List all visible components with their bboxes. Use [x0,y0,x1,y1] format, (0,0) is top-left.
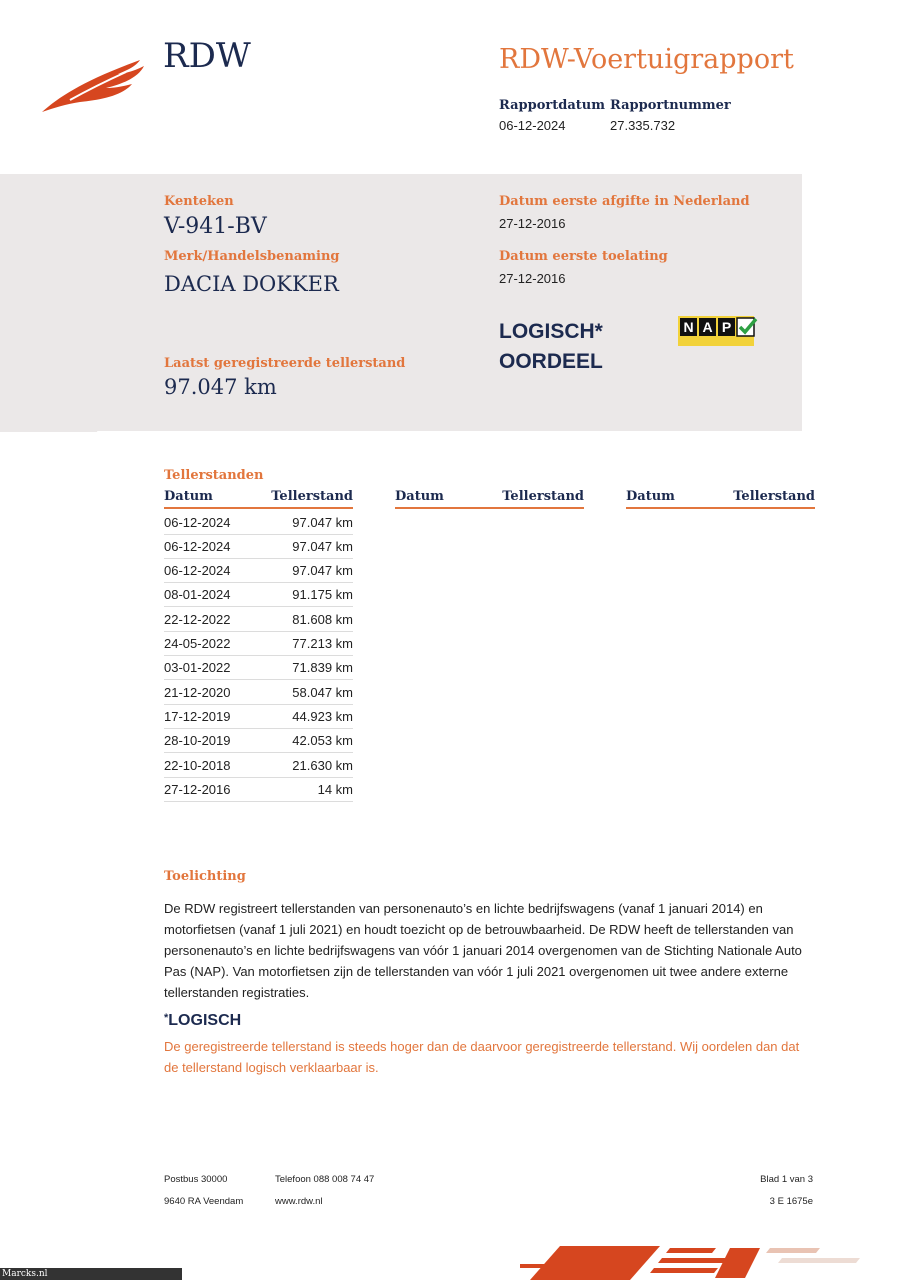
source-label: Marcks.nl [2,1269,48,1279]
row-value: 58.047 km [292,685,353,700]
row-value: 81.608 km [292,612,353,627]
plate-label: Kenteken [164,194,234,209]
logisch-body: De geregistreerde tellerstand is steeds hoger dan de daarvoor geregistreerde tellerstand. Wij oordelen dan dat de tellerstand logisch verklaarbaar is. [164,1039,800,1075]
row-date: 17-12-2019 [164,709,231,724]
row-date: 03-01-2022 [164,660,231,675]
nap-letter-a: A [699,318,716,336]
col-value: Tellerstand [502,489,584,504]
logisch-heading [164,1012,241,1030]
footer-page: Blad 1 van 3 [760,1174,813,1185]
row-date: 06-12-2024 [164,539,231,554]
row-value: 97.047 km [292,515,353,530]
report-title: RDW-Voertuigrapport [499,44,794,75]
col-value: Tellerstand [733,489,815,504]
row-date: 06-12-2024 [164,563,231,578]
source-tag [0,1268,182,1280]
first-admission-label: Datum eerste toelating [499,249,668,264]
table-row [164,655,353,680]
row-date: 08-01-2024 [164,587,231,602]
odometer-table-header-1 [164,489,353,509]
explanation-body: De RDW registreert tellerstanden van personenauto’s en lichte bedrijfswagens (vanaf 1 januari 2014) en motorfietsen (vanaf 1 juli 2021) en houdt toezicht op de betrouwbaarheid. De RDW heeft de tellerstanden van personenauto’s en lichte bedrijfswagens van vóór 1 januari 2014 overgenomen van de Stichting Nationale Auto Pas (NAP). Van motorfietsen zijn de tellerstanden van vóór 1 juli 2021 overgenomen uit twee andere externe tellerstanden registraties. [164,901,802,1000]
row-date: 21-12-2020 [164,685,231,700]
row-value: 97.047 km [292,563,353,578]
col-value: Tellerstand [271,489,353,504]
odometer-table-header-3 [626,489,815,509]
nap-letter-n: N [680,318,697,336]
footer-po-box: Postbus 30000 [164,1174,228,1185]
footer-city: 9640 RA Veendam [164,1196,244,1207]
table-row [164,631,353,656]
row-date: 22-12-2022 [164,612,231,627]
row-date: 28-10-2019 [164,733,231,748]
report-date-label: Rapportdatum [499,98,605,113]
report-number: 27.335.732 [610,118,676,133]
plate-value: V-941-BV [164,214,267,239]
table-row [164,728,353,753]
verdict-line1: LOGISCH* [499,320,603,343]
footer-website[interactable]: www.rdw.nl [275,1196,323,1207]
table-row [164,558,353,583]
row-value: 77.213 km [292,636,353,651]
table-row [164,607,353,632]
first-issue-nl-value: 27-12-2016 [499,216,566,231]
row-value: 91.175 km [292,587,353,602]
brand-value: DACIA DOKKER [164,272,339,296]
vehicle-summary-panel [0,174,802,431]
table-row [164,582,353,607]
table-row [164,680,353,705]
table-row [164,753,353,778]
table-row [164,510,353,535]
row-value: 42.053 km [292,733,353,748]
brand-label: Merk/Handelsbenaming [164,249,340,264]
odometer-table-header-2 [395,489,584,509]
panel-notch [0,412,110,432]
footer-phone: Telefoon 088 008 74 47 [275,1174,375,1185]
table-row [164,534,353,559]
first-issue-nl-label: Datum eerste afgifte in Nederland [499,194,750,209]
logisch-mark: * [164,1012,169,1024]
last-odometer-value: 97.047 km [164,375,277,399]
footer-code: 3 E 1675e [769,1196,813,1207]
logo-text: RDW [163,36,251,76]
verdict-line2: OORDEEL [499,350,603,373]
row-value: 21.630 km [292,758,353,773]
row-date: 06-12-2024 [164,515,231,530]
nap-check-icon [736,316,758,338]
row-value: 44.923 km [292,709,353,724]
odometer-section-title: Tellerstanden [164,468,264,483]
row-value: 97.047 km [292,539,353,554]
row-date: 24-05-2022 [164,636,231,651]
logisch-title: LOGISCH [168,1012,242,1029]
nap-logo [678,316,760,346]
table-row [164,777,353,802]
row-value: 71.839 km [292,660,353,675]
explanation-title: Toelichting [164,869,246,884]
table-row [164,704,353,729]
rdw-logo-icon [40,56,146,114]
row-date: 22-10-2018 [164,758,231,773]
col-date: Datum [164,489,213,504]
rdw-stripes-icon [520,1244,904,1280]
row-date: 27-12-2016 [164,782,231,797]
col-date: Datum [395,489,444,504]
report-date: 06-12-2024 [499,118,566,133]
report-number-label: Rapportnummer [610,98,731,113]
nap-letter-p: P [718,318,735,336]
last-odometer-label: Laatst geregistreerde tellerstand [164,356,406,371]
first-admission-value: 27-12-2016 [499,271,566,286]
row-value: 14 km [317,782,353,797]
col-date: Datum [626,489,675,504]
